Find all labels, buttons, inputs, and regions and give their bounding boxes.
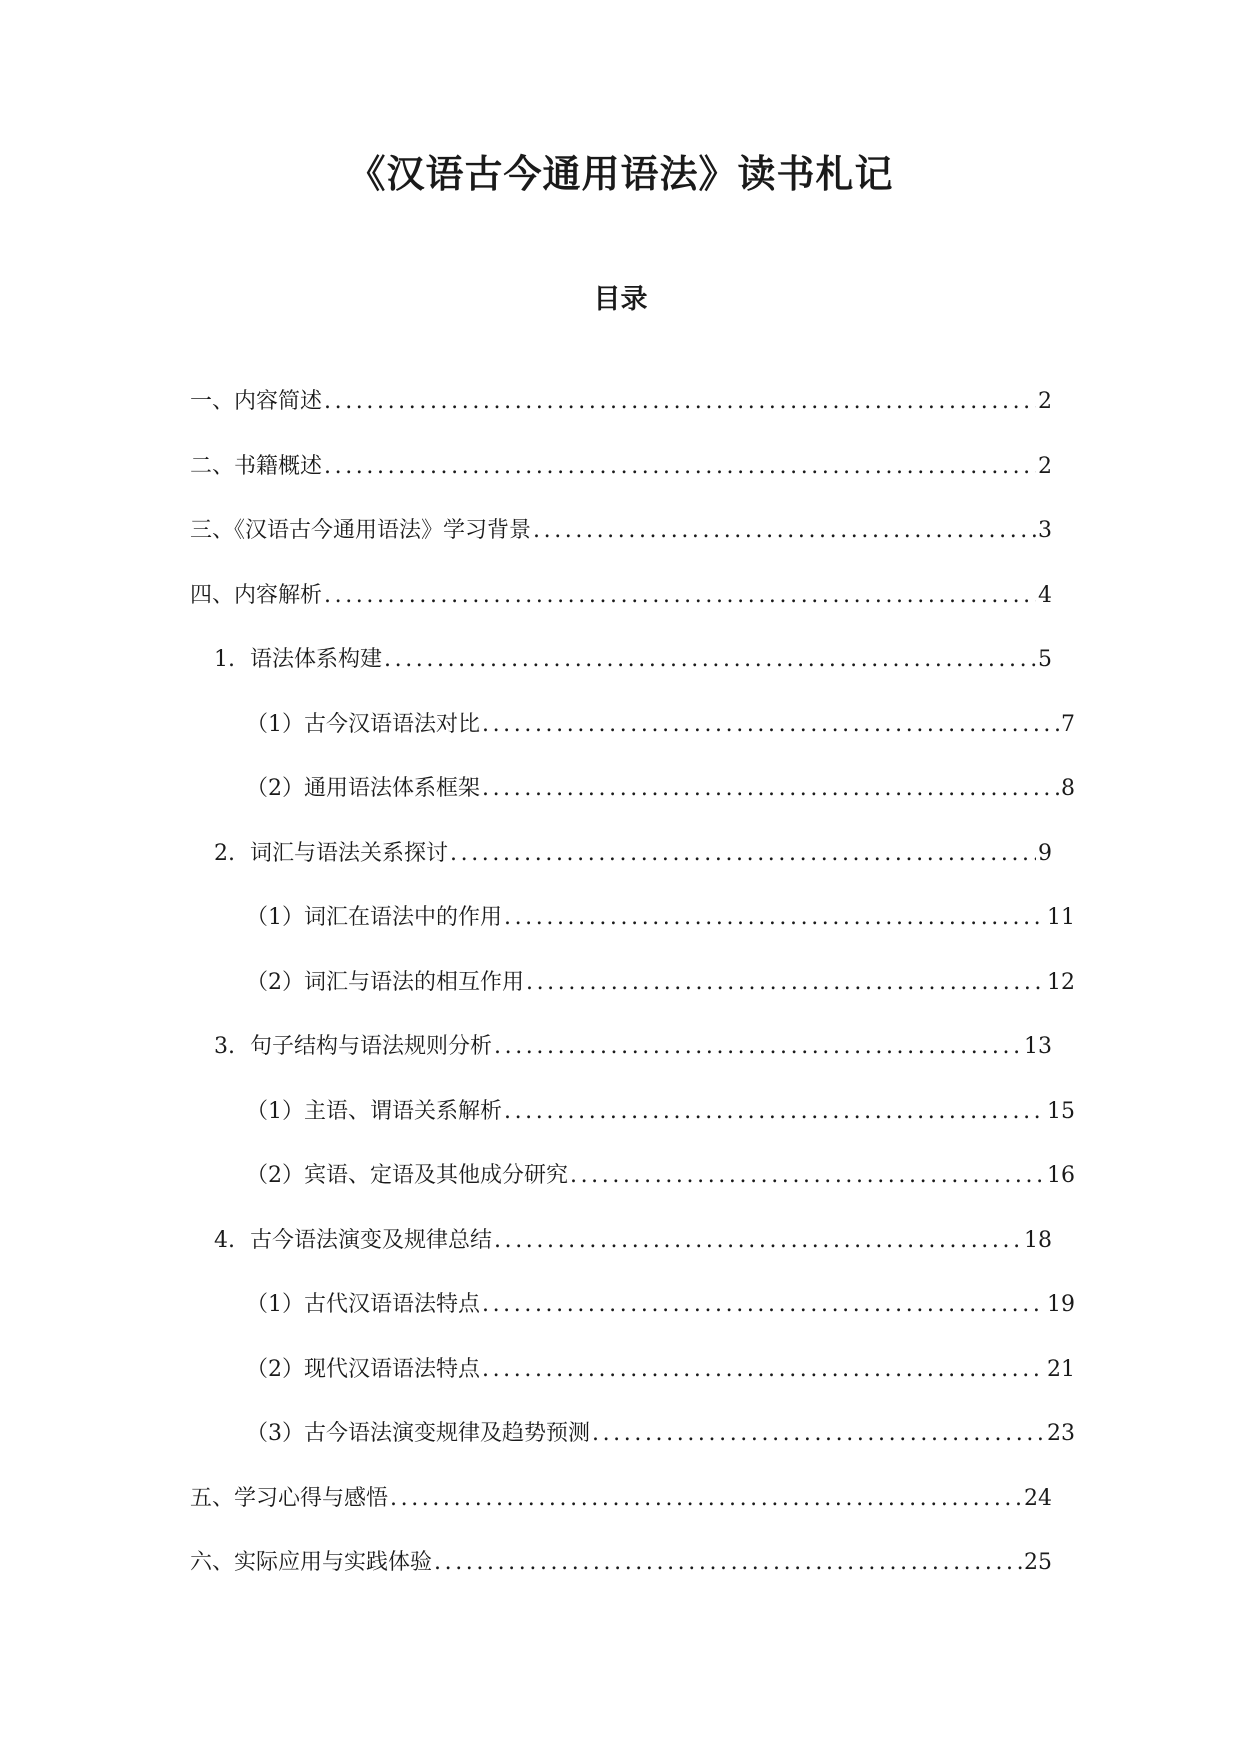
toc-entry-page-number: 12 bbox=[1047, 969, 1075, 995]
toc-entry-page-number: 21 bbox=[1047, 1356, 1075, 1382]
toc-entry-label: 古今语法演变及规律总结 bbox=[250, 1227, 493, 1253]
toc-entry-page-number: 7 bbox=[1061, 711, 1075, 737]
toc-entry-page-number: 13 bbox=[1024, 1034, 1052, 1059]
toc-entry-label: 句子结构与语法规则分析 bbox=[250, 1034, 493, 1059]
toc-entry-page-number: 2 bbox=[1038, 453, 1052, 479]
toc-entry-page-number: 9 bbox=[1038, 840, 1052, 866]
toc-entry[interactable] bbox=[214, 640, 1052, 680]
toc-entry-number: 3. bbox=[214, 1034, 235, 1059]
toc-entry[interactable] bbox=[246, 769, 1075, 809]
toc-entry-page-number: 24 bbox=[1024, 1485, 1052, 1511]
toc-heading: 目录 bbox=[593, 284, 648, 315]
toc-dot-leader bbox=[482, 1285, 1045, 1325]
toc-dot-leader bbox=[504, 898, 1045, 938]
toc-entry-label: 五、学习心得与感悟 bbox=[190, 1485, 389, 1511]
toc-entry[interactable] bbox=[246, 705, 1075, 745]
toc-dot-leader bbox=[390, 1479, 1022, 1519]
toc-dot-leader bbox=[324, 382, 1036, 422]
toc-dot-leader bbox=[494, 1027, 1022, 1067]
toc-dot-leader bbox=[504, 1092, 1045, 1132]
toc-entry-page-number: 2 bbox=[1038, 389, 1052, 414]
toc-entry-label: 一、内容简述 bbox=[190, 389, 323, 414]
toc-entry[interactable] bbox=[214, 1221, 1052, 1261]
toc-entry-page-number: 4 bbox=[1038, 582, 1052, 608]
toc-entry-number: 4. bbox=[214, 1227, 235, 1253]
toc-entry-page-number: 11 bbox=[1047, 905, 1075, 930]
toc-entry[interactable] bbox=[246, 1285, 1075, 1325]
toc-entry-label: （1）古代汉语语法特点 bbox=[246, 1292, 480, 1317]
toc-entry-page-number: 8 bbox=[1061, 776, 1075, 801]
toc-entry[interactable] bbox=[246, 963, 1075, 1003]
toc-entry-label: 四、内容解析 bbox=[190, 582, 323, 608]
toc-entry-page-number: 16 bbox=[1047, 1163, 1075, 1188]
toc-entry-page-number: 18 bbox=[1024, 1227, 1052, 1253]
toc-entry-label: （2）现代汉语语法特点 bbox=[246, 1356, 480, 1382]
toc-dot-leader bbox=[482, 769, 1059, 809]
toc-entry-number: 2. bbox=[214, 840, 235, 866]
toc-entry[interactable] bbox=[214, 1027, 1052, 1067]
toc-entry[interactable] bbox=[190, 447, 1052, 487]
toc-entry-label: 二、书籍概述 bbox=[190, 453, 323, 479]
toc-entry[interactable] bbox=[190, 1479, 1052, 1519]
toc-entry[interactable] bbox=[246, 1156, 1075, 1196]
toc-dot-leader bbox=[570, 1156, 1045, 1196]
toc-entry-label: 三、《汉语古今通用语法》学习背景 bbox=[190, 518, 532, 543]
toc-entry[interactable] bbox=[190, 511, 1052, 551]
toc-dot-leader bbox=[482, 705, 1059, 745]
toc-entry-label: 六、实际应用与实践体验 bbox=[190, 1550, 433, 1575]
toc-entry-label: （2）通用语法体系框架 bbox=[246, 776, 480, 801]
toc-dot-leader bbox=[592, 1414, 1045, 1454]
toc-entry-label: （1）主语、谓语关系解析 bbox=[246, 1098, 502, 1124]
toc-dot-leader bbox=[434, 1543, 1022, 1583]
toc-entry-label: （1）词汇在语法中的作用 bbox=[246, 905, 502, 930]
toc-dot-leader bbox=[494, 1221, 1022, 1261]
toc-entry[interactable] bbox=[214, 834, 1052, 874]
toc-entry-label: 语法体系构建 bbox=[250, 647, 383, 672]
toc-entry-label: （3）古今语法演变规律及趋势预测 bbox=[246, 1421, 590, 1446]
toc-entry-page-number: 3 bbox=[1038, 518, 1052, 543]
toc-entry-number: 1. bbox=[214, 647, 235, 672]
toc-dot-leader bbox=[450, 834, 1036, 874]
toc-entry-page-number: 23 bbox=[1047, 1421, 1075, 1446]
toc-entry-label: （1）古今汉语语法对比 bbox=[246, 711, 480, 737]
toc-entry[interactable] bbox=[190, 382, 1052, 422]
toc-entry-label: （2）宾语、定语及其他成分研究 bbox=[246, 1163, 568, 1188]
toc-entry-label: （2）词汇与语法的相互作用 bbox=[246, 969, 524, 995]
toc-entry-page-number: 15 bbox=[1047, 1098, 1075, 1124]
toc-entry-label: 词汇与语法关系探讨 bbox=[250, 840, 449, 866]
toc-dot-leader bbox=[324, 447, 1036, 487]
document-title: 《汉语古今通用语法》读书札记 bbox=[347, 151, 894, 196]
toc-dot-leader bbox=[384, 640, 1036, 680]
toc-entry-page-number: 19 bbox=[1047, 1292, 1075, 1317]
toc-dot-leader bbox=[533, 511, 1036, 551]
toc-entry[interactable] bbox=[190, 576, 1052, 616]
toc-entry[interactable] bbox=[246, 1350, 1075, 1390]
toc-entry[interactable] bbox=[190, 1543, 1052, 1583]
toc-dot-leader bbox=[324, 576, 1036, 616]
toc-dot-leader bbox=[482, 1350, 1045, 1390]
toc-dot-leader bbox=[526, 963, 1045, 1003]
toc-entry[interactable] bbox=[246, 898, 1075, 938]
toc-entry[interactable] bbox=[246, 1092, 1075, 1132]
toc-entry-page-number: 25 bbox=[1024, 1550, 1052, 1575]
toc-entry-page-number: 5 bbox=[1038, 647, 1052, 672]
toc-entry[interactable] bbox=[246, 1414, 1075, 1454]
